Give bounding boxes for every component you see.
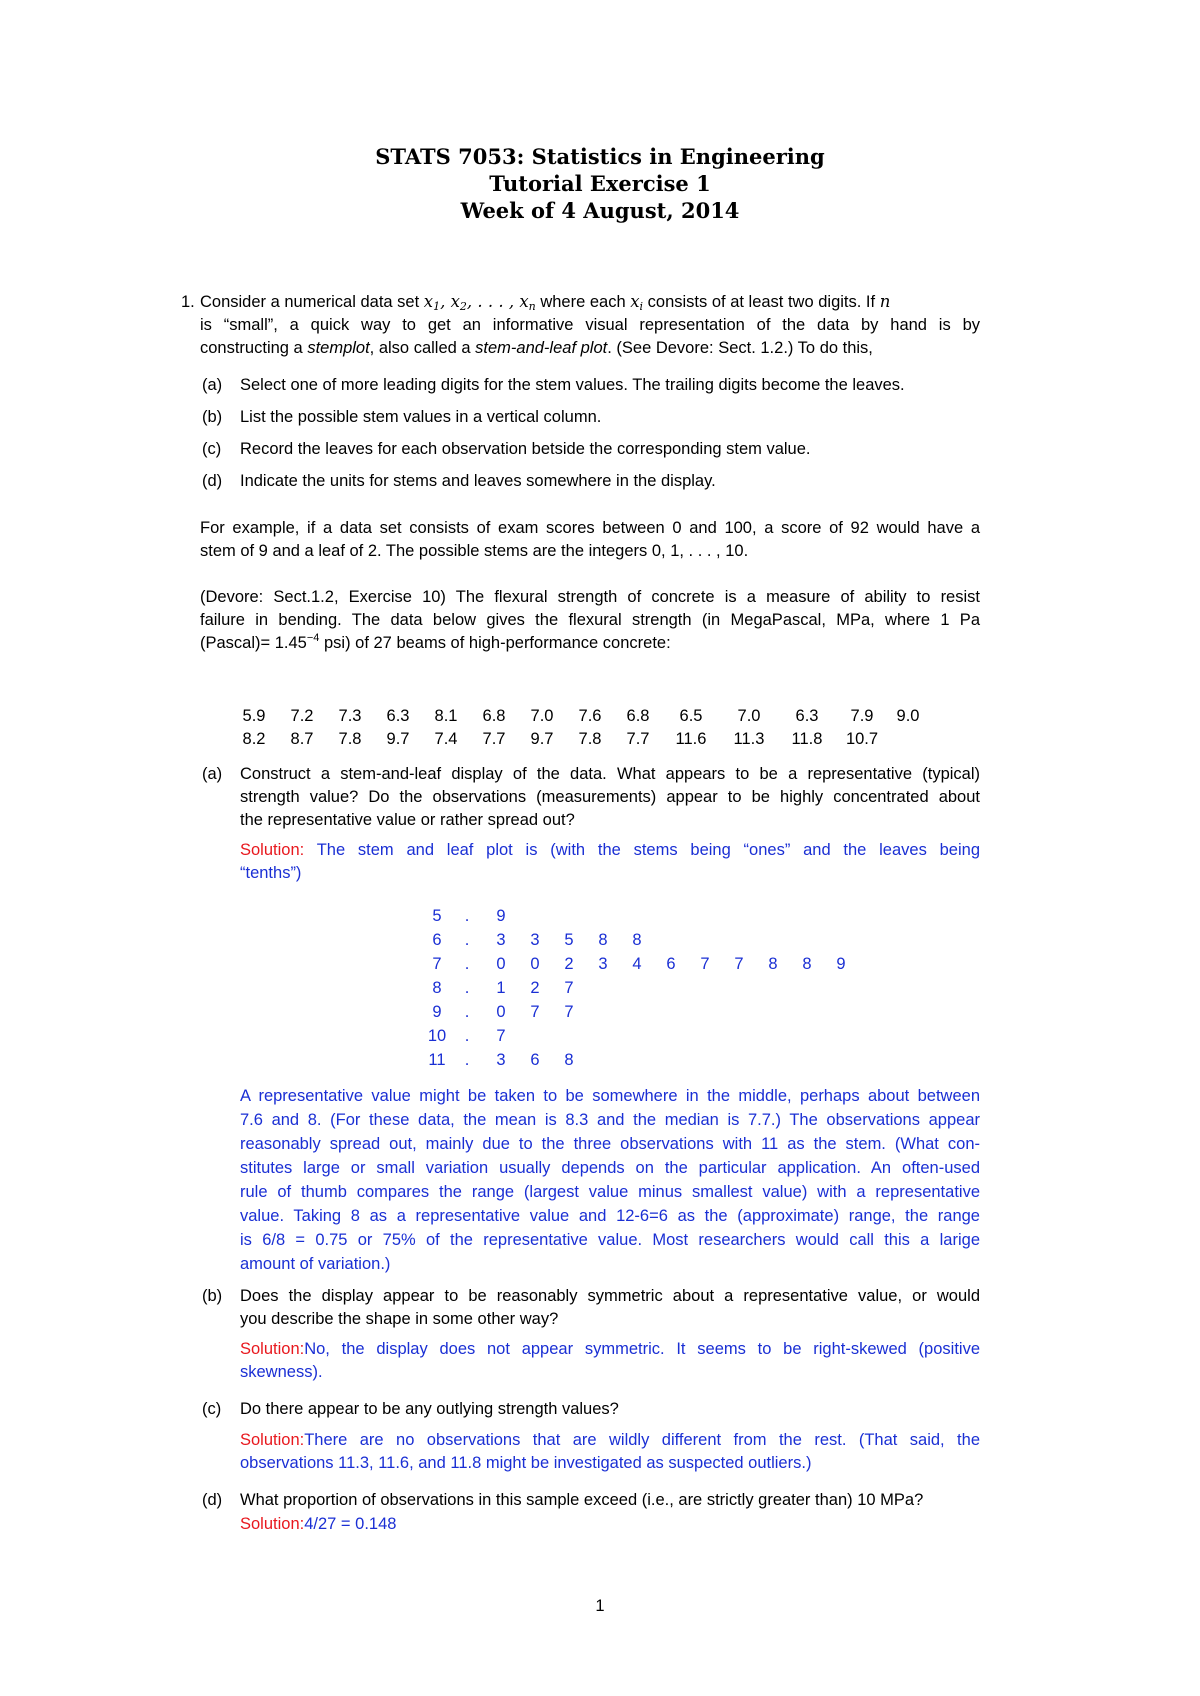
data-value: 11.8 [791,730,823,748]
step-text: Indicate the units for stems and leaves somewhere in the display. [240,472,716,490]
data-value: 6.5 [679,707,703,725]
stemplot-row [424,1048,858,1072]
intro-line-3 [200,336,873,360]
discussion-line: 7.6 and 8. (For these data, the mean is 8.3 and the median is 7.7.) The observations appear [240,1111,980,1129]
leaf-value: 0 [496,954,506,973]
solution-text: No, the display does not appear symmetric. It seems to be right-skewed (positive [304,1340,980,1358]
part-a-question-line-2: strength value? Do the observations (measurements) appear to be highly concentrated about [240,788,980,806]
leaf-value: 8 [768,954,778,973]
leaf-value: 7 [564,1002,574,1021]
leaf-value: 0 [530,954,540,973]
intro-text: , also called a [369,339,476,357]
solution-label: Solution: [240,1340,305,1358]
data-value: 7.4 [434,730,458,748]
stemplot-row [424,1000,858,1024]
data-value: 7.0 [530,707,554,725]
stemplot-row [424,904,858,928]
step-label: (d) [202,472,223,490]
example-line-2: stem of 9 and a leaf of 2. The possible stems are the integers 0, 1, . . . , 10. [200,542,749,560]
part-b-solution-line-1 [240,1337,980,1361]
data-row [230,728,928,751]
exercise-text: psi) of 27 beams of high-performance concrete: [319,634,671,652]
part-d-label: (d) [202,1491,223,1509]
leaf-value: 8 [564,1050,574,1069]
part-d-solution [240,1512,396,1536]
data-value: 11.3 [733,730,765,748]
data-value: 6.8 [482,707,506,725]
data-value: 7.7 [626,730,650,748]
step-label: (c) [202,440,222,458]
step-text: Record the leaves for each observation betside the corresponding stem value. [240,440,811,458]
leaf-value: 8 [598,930,608,949]
part-b-question-line-1: Does the display appear to be reasonably symmetric about a representative value, or would [240,1287,980,1305]
stemplot-row [424,1024,858,1048]
stemplot-table [424,904,858,1072]
data-value [888,728,928,751]
stem-value: 11 [428,1050,446,1069]
intro-text: constructing a [200,339,308,357]
emphasis-stemplot: stemplot [307,339,370,357]
part-c-label: (c) [202,1400,222,1418]
leaf-value: 8 [802,954,812,973]
data-value: 7.7 [482,730,506,748]
data-value: 8.1 [434,707,458,725]
leaf-value: 7 [564,978,574,997]
data-value: 8.7 [290,730,314,748]
week-date: Week of 4 August, 2014 [460,198,740,223]
stem-value: 9 [432,1002,442,1021]
discussion-line: stitutes large or small variation usually depends on the particular application. An often-used [240,1159,980,1177]
math-xi: $x_i$ [630,292,644,313]
discussion-line: value. Taking 8 as a representative value and 12-6=6 as the (approximate) range, the range [240,1207,980,1225]
leaf-value: 7 [734,954,744,973]
step-label: (a) [202,376,223,394]
data-value: 11.6 [675,730,707,748]
stem-separator: . [464,1050,470,1069]
intro-text: consists of at least two digits. If [643,293,880,311]
exercise-line-2: failure in bending. The data below gives the flexural strength (in MegaPascal, MPa, where 1 Pa [200,611,980,629]
stem-value: 7 [432,954,442,973]
stemplot-row [424,952,858,976]
step-text: List the possible stem values in a vertical column. [240,408,602,426]
data-row [230,705,928,728]
data-value: 6.8 [626,707,650,725]
leaf-value: 2 [530,978,540,997]
discussion-line: is 6/8 = 0.75 or 75% of the representative value. Most researchers would call this a larige [240,1231,980,1249]
exercise-title: Tutorial Exercise 1 [489,171,711,196]
data-value: 6.3 [795,707,819,725]
part-c-question-line-1: Do there appear to be any outlying strength values? [240,1400,619,1418]
part-d-question-line-1: What proportion of observations in this sample exceed (i.e., are strictly greater than) 10 MPa? [240,1491,924,1509]
data-value: 7.8 [338,730,362,748]
intro-line-2: is “small”, a quick way to get an informative visual representation of the data by hand is by [200,316,980,334]
data-value: 7.6 [578,707,602,725]
data-value: 6.3 [386,707,410,725]
data-value: 9.7 [530,730,554,748]
stem-separator: . [464,978,470,997]
data-value: 10.7 [845,730,879,748]
leaf-value: 9 [836,954,846,973]
stemplot-row [424,928,858,952]
discussion-line: reasonably spread out, mainly due to the three observations with 11 as the stem. (What con- [240,1135,980,1153]
data-value: 8.2 [242,730,266,748]
emphasis-stem-and-leaf: stem-and-leaf plot [475,339,608,357]
leaf-value: 1 [496,978,506,997]
data-value: 9.7 [386,730,410,748]
leaf-value: 4 [632,954,642,973]
course-title: STATS 7053: Statistics in Engineering [375,144,825,169]
math-dataset: $x_1$, $x_2$, . . . , $x_n$ [423,292,536,313]
leaf-value: 7 [530,1002,540,1021]
solution-text: The stem and leaf plot is (with the stems being “ones” and the leaves being [304,841,980,859]
part-c-solution-line-2: observations 11.3, 11.6, and 11.8 might be investigated as suspected outliers.) [240,1454,812,1472]
solution-label: Solution: [240,841,305,859]
leaf-value: 6 [666,954,676,973]
step-label: (b) [202,408,223,426]
leaf-value: 3 [496,930,506,949]
step-text: Select one of more leading digits for the stem values. The trailing digits become the leaves. [240,376,905,394]
document-header [0,143,1200,224]
stem-value: 6 [432,930,442,949]
part-a-solution-line-1 [240,838,980,862]
solution-text: There are no observations that are wildly different from the rest. (That said, the [304,1431,980,1449]
leaf-value: 9 [496,906,506,925]
question-number: 1. [181,293,195,311]
part-c-solution-line-1 [240,1428,980,1452]
solution-label: Solution: [240,1515,305,1533]
data-value: 7.9 [850,707,874,725]
stem-separator: . [464,1026,470,1045]
leaf-value: 3 [530,930,540,949]
data-table [230,705,928,751]
leaf-value: 6 [530,1050,540,1069]
data-value: 7.8 [578,730,602,748]
intro-text: Consider a numerical data set [200,293,424,311]
stem-separator: . [464,930,470,949]
discussion-line: amount of variation.) [240,1255,391,1273]
leaf-value: 5 [564,930,574,949]
exercise-line-3 [200,631,671,655]
part-a-question-line-1: Construct a stem-and-leaf display of the data. What appears to be a representative (typical) [240,765,980,783]
stem-separator: . [464,954,470,973]
solution-text: 4/27 = 0.148 [304,1515,397,1533]
part-b-label: (b) [202,1287,223,1305]
exercise-line-1: (Devore: Sect.1.2, Exercise 10) The flexural strength of concrete is a measure of ability to resist [200,588,980,606]
intro-text: . (See Devore: Sect. 1.2.) To do this, [607,339,873,357]
data-value: 9.0 [896,707,920,725]
leaf-value: 3 [496,1050,506,1069]
data-value: 7.0 [737,707,761,725]
solution-label: Solution: [240,1431,305,1449]
intro-text: where each [535,293,631,311]
page-number: 1 [595,1597,605,1615]
stem-value: 8 [432,978,442,997]
leaf-value: 3 [598,954,608,973]
leaf-value: 2 [564,954,574,973]
part-b-solution-line-2: skewness). [240,1363,323,1381]
part-b-question-line-2: you describe the shape in some other way? [240,1310,559,1328]
discussion-line: rule of thumb compares the range (largest value minus smallest value) with a representative [240,1183,980,1201]
leaf-value: 0 [496,1002,506,1021]
stem-value: 10 [427,1026,447,1045]
discussion-line: A representative value might be taken to be somewhere in the middle, perhaps about between [240,1087,980,1105]
part-a-solution-line-2: “tenths”) [240,864,302,882]
data-value: 5.9 [242,707,266,725]
example-line-1: For example, if a data set consists of exam scores between 0 and 100, a score of 92 would have a [200,519,980,537]
leaf-value: 7 [496,1026,506,1045]
stemplot-row [424,976,858,1000]
part-a-question-line-3: the representative value or rather spread out? [240,811,575,829]
exponent: −4 [306,632,320,644]
stem-value: 5 [432,906,442,925]
data-value: 7.3 [338,707,362,725]
stem-separator: . [464,906,470,925]
exercise-text: (Pascal)= 1.45 [200,634,307,652]
leaf-value: 8 [632,930,642,949]
leaf-value: 7 [700,954,710,973]
part-a-label: (a) [202,765,223,783]
intro-line-1 [200,290,980,314]
math-n: n [879,292,891,311]
data-value: 7.2 [290,707,314,725]
stem-separator: . [464,1002,470,1021]
